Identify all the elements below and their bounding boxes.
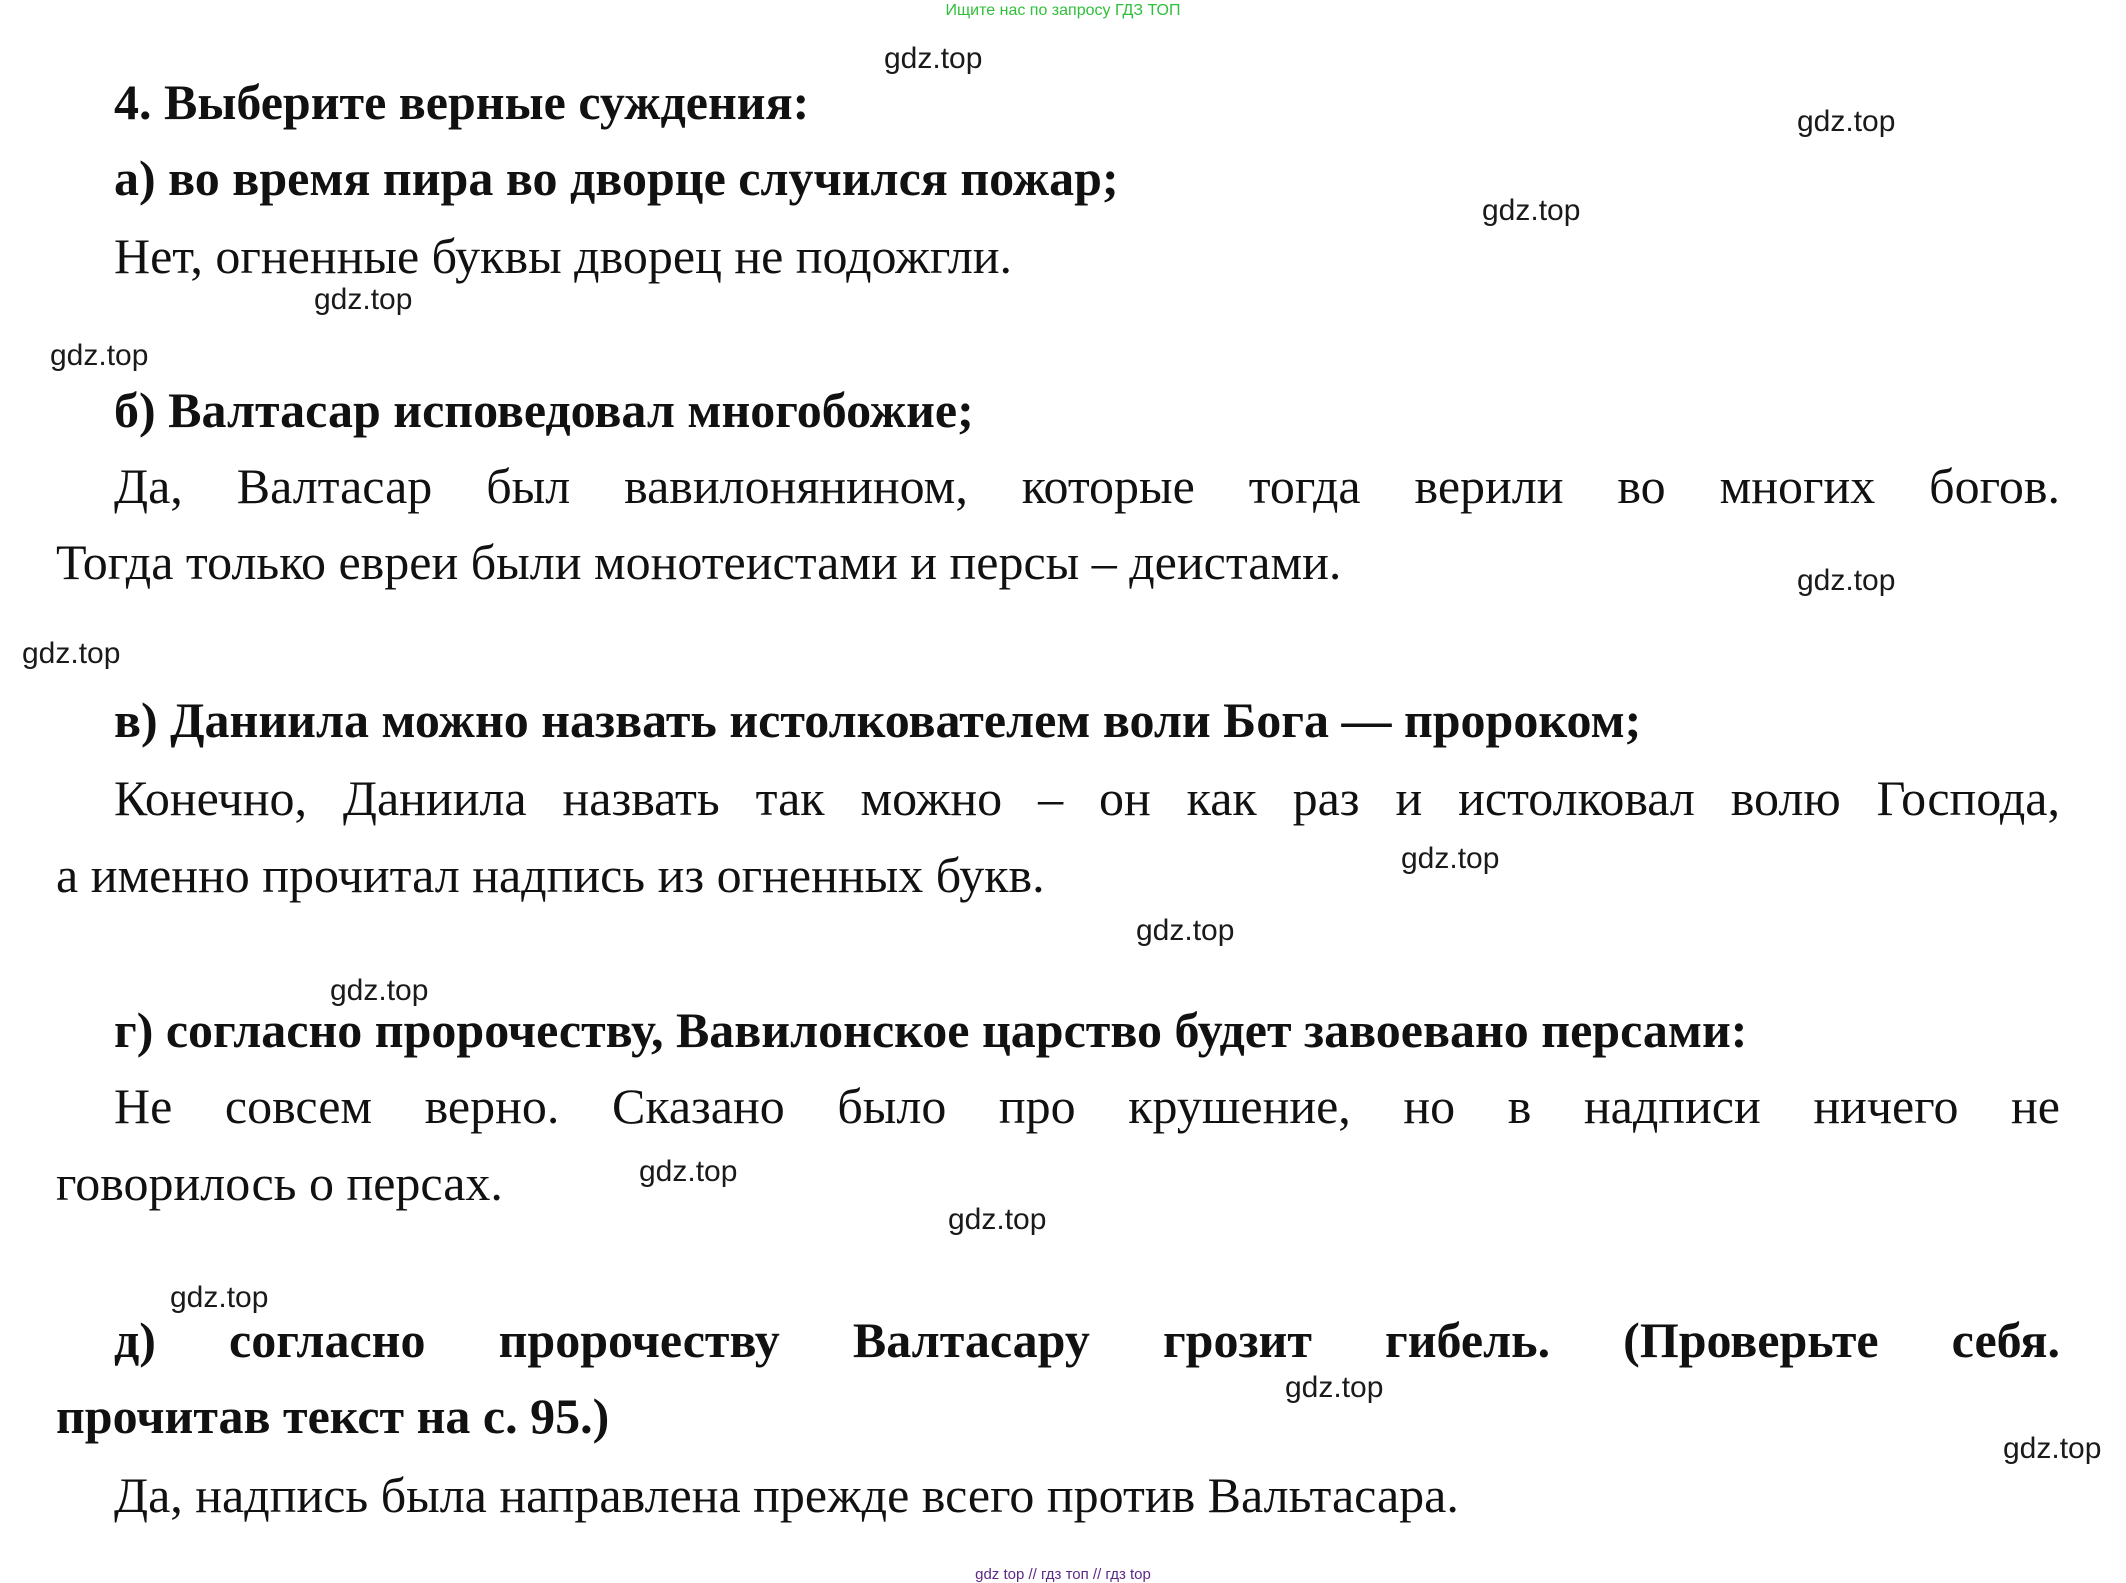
watermark: gdz.top bbox=[1285, 1371, 1384, 1404]
statement-c: в) Даниила можно назвать истолкователем воли Бога — пророком; bbox=[114, 692, 1642, 748]
question-title: 4. Выберите верные суждения: bbox=[114, 74, 810, 130]
answer-e-line-1: Да, надпись была направлена прежде всего против Вальтасара. bbox=[114, 1467, 1459, 1523]
watermark: gdz.top bbox=[948, 1203, 1047, 1236]
answer-d-line-2: говорилось о персах. bbox=[56, 1155, 503, 1211]
watermark: gdz.top bbox=[639, 1155, 738, 1188]
answer-b-line-1: Да, Валтасар был вавилонянином, которые тогда верили во многих богов. bbox=[114, 458, 2060, 514]
watermark: gdz.top bbox=[1136, 914, 1235, 947]
answer-c-line-1: Конечно, Даниила назвать так можно – он как раз и истолковал волю Господа, bbox=[114, 770, 2060, 826]
statement-d: г) согласно пророчеству, Вавилонское царство будет завоевано персами: bbox=[114, 1002, 1748, 1058]
watermark: gdz.top bbox=[314, 283, 413, 316]
watermark: gdz.top bbox=[1401, 842, 1500, 875]
answer-b-line-2: Тогда только евреи были монотеистами и персы – деистами. bbox=[56, 534, 1342, 590]
watermark: gdz.top bbox=[1482, 194, 1581, 227]
footer-watermark: gdz top // гдз топ // гдз top bbox=[975, 1566, 1151, 1583]
statement-e-line-2: прочитав текст на с. 95.) bbox=[56, 1388, 610, 1444]
answer-d-line-1: Не совсем верно. Сказано было про крушение, но в надписи ничего не bbox=[114, 1078, 2060, 1134]
statement-e-line-1: д) согласно пророчеству Валтасару грозит гибель. (Проверьте себя. bbox=[114, 1312, 2060, 1368]
search-banner: Ищите нас по запросу ГДЗ ТОП bbox=[945, 2, 1181, 19]
answer-a-line-1: Нет, огненные буквы дворец не подожгли. bbox=[114, 228, 1013, 284]
watermark: gdz.top bbox=[22, 637, 121, 670]
watermark: gdz.top bbox=[884, 42, 983, 75]
statement-b: б) Валтасар исповедовал многобожие; bbox=[114, 382, 974, 438]
watermark: gdz.top bbox=[170, 1281, 269, 1314]
watermark: gdz.top bbox=[50, 339, 149, 372]
answer-c-line-2: а именно прочитал надпись из огненных букв. bbox=[56, 847, 1045, 903]
watermark: gdz.top bbox=[330, 974, 429, 1007]
watermark: gdz.top bbox=[2003, 1432, 2102, 1465]
statement-a: а) во время пира во дворце случился пожар; bbox=[114, 150, 1119, 206]
watermark: gdz.top bbox=[1797, 564, 1896, 597]
watermark: gdz.top bbox=[1797, 105, 1896, 138]
